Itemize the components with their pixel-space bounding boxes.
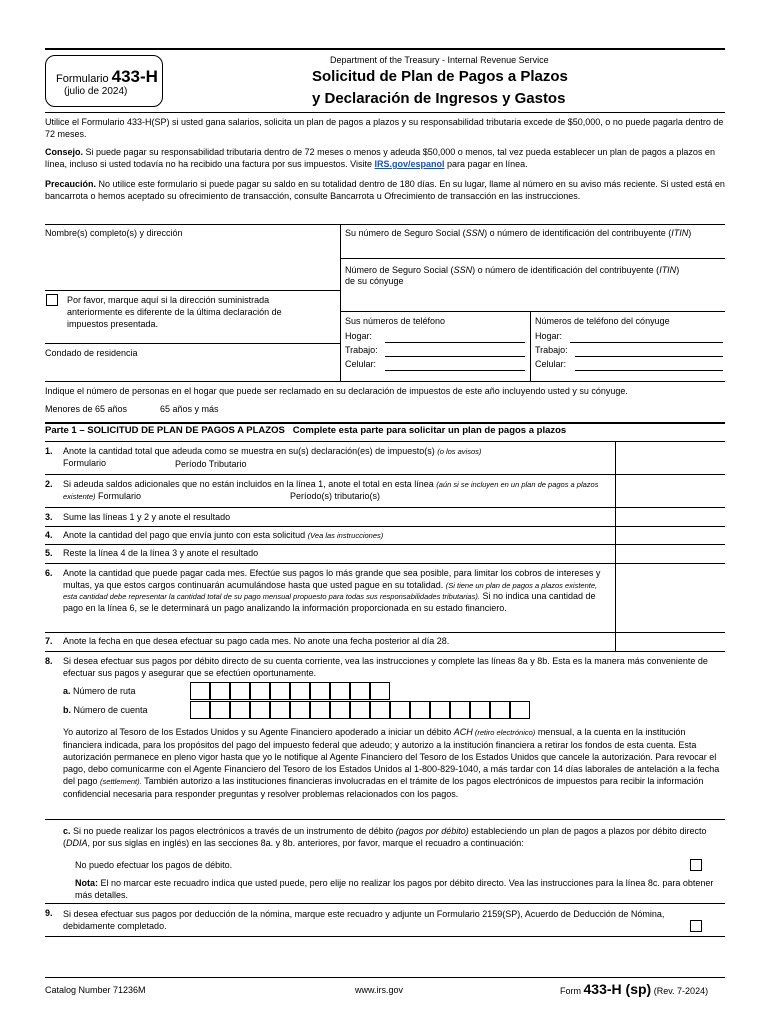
routing-digit-box[interactable] [210,682,230,700]
line8b-text: Número de cuenta [73,705,148,715]
part1-heading [45,425,566,437]
line8c-letter: c. [63,826,71,836]
account-digit-box[interactable] [470,701,490,719]
line4-number: 4. [45,530,53,540]
line4-italic: (Vea las instrucciones) [307,531,384,540]
spouse-cell-line[interactable] [575,370,723,371]
irs-espanol-link[interactable]: IRS.gov/espanol [374,159,445,169]
spouse-cell-label: Celular: [535,359,567,369]
info-top-rule [45,224,725,225]
line2-number: 2. [45,479,53,489]
line1-text [63,446,608,458]
auth-text-b: mensual, a la cuenta en la institución financiera indicada, para los propósitos del pago del impuesto federal que adeudo; y autorizo a la institución financiera a retirar los fondos de esta cuenta. Esta autorización permanece en pleno vigor hasta que yo le notifique al Agente Financiero del Tesoro de los Estados Unidos que cancele la autorización. Para revocar el pago, debo comunicarme con el Agente Financiero del Tesoro de los Estados Unidos al 1-800-829-1040, a más tardar con 14 días laborales de antelación a la fecha del pago [63,727,720,786]
account-digit-box[interactable] [250,701,270,719]
county-rule [45,343,340,344]
line9-text: Si desea efectuar sus pagos por deducción de la nómina, marque este recuadro y adjunte un Formulario 2159(SP), Acuerdo de Deducción de Nómina, debidamente completado. [63,909,665,931]
your-work-line[interactable] [385,356,525,357]
routing-digit-box[interactable] [370,682,390,700]
line6-italic: (Si tiene un plan de pagos a plazos existente, esta cantidad debe representar la cantidad total de su pago mensual propuesto para todas sus responsabilidades tributarias). [63,580,598,601]
your-home-label: Hogar: [345,331,373,341]
auth-settlement: (settlement). [100,777,142,786]
line8a-letter: a. [63,686,71,696]
line8c-text-a: Si no puede realizar los pagos electrónicos a través de un instrumento de débito [73,826,396,836]
consejo-paragraph [45,146,725,170]
household-count-label: Indique el número de personas en el hogar que puede ser reclamado en su declaración de impuestos de este año incluyendo usted y su cónyuge. [45,386,628,396]
line1-desc: Anote la cantidad total que adeuda como se muestra en su(s) declaración(es) de impuesto(s) [63,446,438,456]
your-home-line[interactable] [385,342,525,343]
precaucion-text: No utilice este formulario si puede pagar su saldo en su totalidad dentro de 180 días. En su lugar, llame al número en su aviso más reciente. Si usted está en bancarrota o hemos aceptado su ofrecimiento de transacción, consulte Bancarrota u Ofrecimiento de transacción en las instrucciones. [45,179,725,201]
part1-head-rule [45,441,725,442]
line8c-text [63,825,723,849]
routing-digit-box[interactable] [230,682,250,700]
consejo-end: para pagar en línea. [444,159,528,169]
line6-number: 6. [45,568,53,578]
ssn-text-b: ) o número de identificación del contribuyente ( [484,228,672,238]
account-digit-box[interactable] [210,701,230,719]
routing-digit-box[interactable] [250,682,270,700]
your-work-label: Trabajo: [345,345,378,355]
line8c-italic2: DDIA [66,838,88,848]
spouse-ssn-abbr: SSN [453,265,473,275]
routing-digit-box[interactable] [190,682,210,700]
line8c-rule [45,903,725,904]
line7-text: Anote la fecha en que desea efectuar su pago cada mes. No anote una fecha posterior al día 28. [63,636,450,646]
your-phones-label: Sus números de teléfono [345,316,446,326]
form-word: Formulario [56,73,109,85]
catalog-number: Catalog Number 71236M [45,985,146,995]
routing-digit-box[interactable] [350,682,370,700]
name-address-label: Nombre(s) completo(s) y dirección [45,228,183,238]
line6-end: Si no indica una cantidad de pago en la línea 6, se le determinará un pago analizando la información proporcionada en su estado financiero. [63,591,596,613]
line1-italic: (o los avisos) [437,447,482,456]
line8-text: Si desea efectuar sus pagos por débito directo de su cuenta corriente, vea las instrucciones y complete las líneas 8a y 8b. Esta es la manera más conveniente de efectuar sus pagos y asegurar que se efectúen oportunamente. [63,656,708,678]
line2-period-label: Período(s) tributario(s) [290,491,381,501]
line1-period-label: Período Tributario [175,459,247,469]
spouse-itin-abbr: ITIN [659,265,677,275]
routing-digit-box[interactable] [330,682,350,700]
footer-form-id [560,981,708,999]
ssn-abbr: SSN [465,228,485,238]
precaucion-label: Precaución. [45,179,97,189]
form-title-line2: y Declaración de Ingresos y Gastos [312,90,566,107]
spouse-home-line[interactable] [570,342,723,343]
county-label: Condado de residencia [45,348,138,358]
account-digit-box[interactable] [370,701,390,719]
phones-divider [530,311,531,381]
amount-column-divider [615,441,616,651]
irs-website: www.irs.gov [355,985,404,995]
line8c-text-c: , por sus siglas en inglés) en las secciones 8a. y 8b. anteriores, por favor, marque el recuadro a continuación: [87,838,524,848]
phones-top-rule [340,311,725,312]
ssn-text-c: ) [688,228,692,238]
routing-digit-box[interactable] [270,682,290,700]
line6-text [63,568,608,614]
department-name: Department of the Treasury - Internal Revenue Service [330,55,549,65]
line5-text: Reste la línea 4 de la línea 3 y anote el resultado [63,548,259,558]
account-digit-box[interactable] [230,701,250,719]
spouse-ssn-text-a: Número de Seguro Social ( [345,265,454,275]
line8c-italic1: (pagos por débito) [395,826,469,836]
spouse-ssn-text-b: ) o número de identificación del contribuyente ( [472,265,660,275]
over-65-label: 65 años y más [160,404,219,414]
under-65-label: Menores de 65 años [45,404,128,414]
line5-number: 5. [45,548,53,558]
spouse-ssn-text-c: ) [676,265,680,275]
line2-rule [45,507,725,508]
precaucion-paragraph [45,178,725,202]
account-digit-box[interactable] [430,701,450,719]
line4-desc: Anote la cantidad del pago que envía junto con esta solicitud [63,530,308,540]
account-digit-box[interactable] [390,701,410,719]
spouse-home-label: Hogar: [535,331,563,341]
address-rule [45,290,340,291]
line3-text: Sume las líneas 1 y 2 y anote el resultado [63,512,231,522]
line7-rule [45,651,725,652]
auth-text-c: También autorizo a las instituciones financieras involucradas en el trámite de los pagos electrónicos de impuestos para recibir la información confidencial necesaria para responder preguntas y resolver problemas relacionados con los pagos. [63,776,704,799]
authorization-text [63,726,723,800]
no-debit-label: No puedo efectuar los pagos de débito. [75,860,233,870]
footer-form-word: Form [560,986,581,996]
line1-rule [45,474,725,475]
your-cell-line[interactable] [385,370,525,371]
spouse-work-label: Trabajo: [535,345,568,355]
header-bottom-rule [45,112,725,113]
line6-rule [45,632,725,633]
your-cell-label: Celular: [345,359,377,369]
line2-italic: (aún si se incluyen en un plan de pagos a plazos existente) [63,480,599,501]
account-digit-box[interactable] [190,701,210,719]
part1-title: Parte 1 – SOLICITUD DE PLAN DE PAGOS A PLAZOS [45,425,285,436]
line8c-text-b: estableciendo un plan de pagos a plazos por débito directo ( [63,826,707,848]
line1-form-label: Formulario [63,458,107,468]
top-rule [45,48,725,50]
address-change-checkbox[interactable] [46,294,58,306]
account-digit-box[interactable] [310,701,330,719]
info-divider [340,224,341,381]
line5-rule [45,563,725,564]
spouse-phones-label: Números de teléfono del cónyuge [535,316,670,326]
account-digit-box[interactable] [330,701,350,719]
ssn-rule [340,258,725,259]
line8b-letter: b. [63,705,71,715]
form-label [56,66,158,87]
line3-rule [45,526,725,527]
ssn-text-a: Su número de Seguro Social ( [345,228,466,238]
itin-abbr: ITIN [671,228,689,238]
info-bottom-rule [45,381,725,382]
spouse-ssn-text-d: de su cónyuge [345,276,404,287]
auth-ach-italic: (retiro electrónico) [472,728,536,737]
line8-auth-rule [45,819,725,820]
account-digit-box[interactable] [510,701,530,719]
address-change-label: Por favor, marque aquí si la dirección suministrada anteriormente es diferente de la última declaración de impuestos presentada. [67,295,282,329]
account-digit-box[interactable] [270,701,290,719]
intro-paragraph: Utilice el Formulario 433-H(SP) si usted gana salarios, solicita un plan de pagos a plazos y su responsabilidad tributaria excede de $50,000, o no puede pagarla dentro de 72 meses. [45,117,724,139]
line4-rule [45,544,725,545]
spouse-ssn-label [345,265,725,288]
form-number: 433-H [111,67,158,86]
routing-digit-box[interactable] [310,682,330,700]
nota-label: Nota: [75,878,98,888]
line2-desc: Si adeuda saldos adicionales que no están incluidos en la línea 1, anote el total en esta línea [63,479,437,489]
line7-number: 7. [45,636,53,646]
payroll-deduction-checkbox[interactable] [690,920,702,932]
spouse-work-line[interactable] [575,356,723,357]
consejo-label: Consejo. [45,147,84,157]
line4-text [63,530,608,542]
ssn-label [345,228,725,239]
line8b-label [63,705,148,716]
auth-ach: ACH [453,727,473,737]
line1-number: 1. [45,446,53,456]
account-digit-box[interactable] [410,701,430,719]
footer-form-number: 433-H (sp) [583,981,652,997]
no-debit-checkbox[interactable] [690,859,702,871]
line9-rule [45,936,725,937]
part1-top-rule [45,422,725,424]
line9-number: 9. [45,908,53,918]
footer-rule [45,977,725,978]
line2-form-label: Formulario [95,490,142,501]
line8a-text: Número de ruta [73,686,136,696]
account-digit-box[interactable] [450,701,470,719]
routing-digit-box[interactable] [290,682,310,700]
consejo-text: Si puede pagar su responsabilidad tributaria dentro de 72 meses o menos y adeuda $50,000 o menos, tal vez pueda establecer un plan de pagos a plazos en línea, incluso si usted todavía no ha recibido una factura por sus impuestos. Visite [45,147,715,169]
part1-subtitle: Complete esta parte para solicitar un plan de pagos a plazos [292,425,567,436]
form-date: (julio de 2024) [64,86,128,97]
nota-desc: El no marcar este recuadro indica que usted puede, pero elije no realizar los pagos por débito directo. Vea las instrucciones para la línea 8c. para obtener más detalles. [75,878,714,900]
footer-revision: (Rev. 7-2024) [653,986,709,996]
account-digit-box[interactable] [490,701,510,719]
nota-text [75,877,720,901]
auth-text-a: Yo autorizo al Tesoro de los Estados Unidos y su Agente Financiero apoderado a iniciar un débito [63,727,454,737]
line6-desc: Anote la cantidad que puede pagar cada mes. Efectúe sus pagos lo más grande que sea posible, para limitar los cobros de intereses y multas, ya que estos cargos continuarán acumulándose hasta que usted pague en su totalidad. [63,568,601,590]
line8a-label [63,686,136,697]
account-digit-box[interactable] [290,701,310,719]
form-title-line1: Solicitud de Plan de Pagos a Plazos [312,68,568,85]
account-digit-box[interactable] [350,701,370,719]
line3-number: 3. [45,512,53,522]
line8-number: 8. [45,656,53,666]
form-id-box [45,55,163,107]
